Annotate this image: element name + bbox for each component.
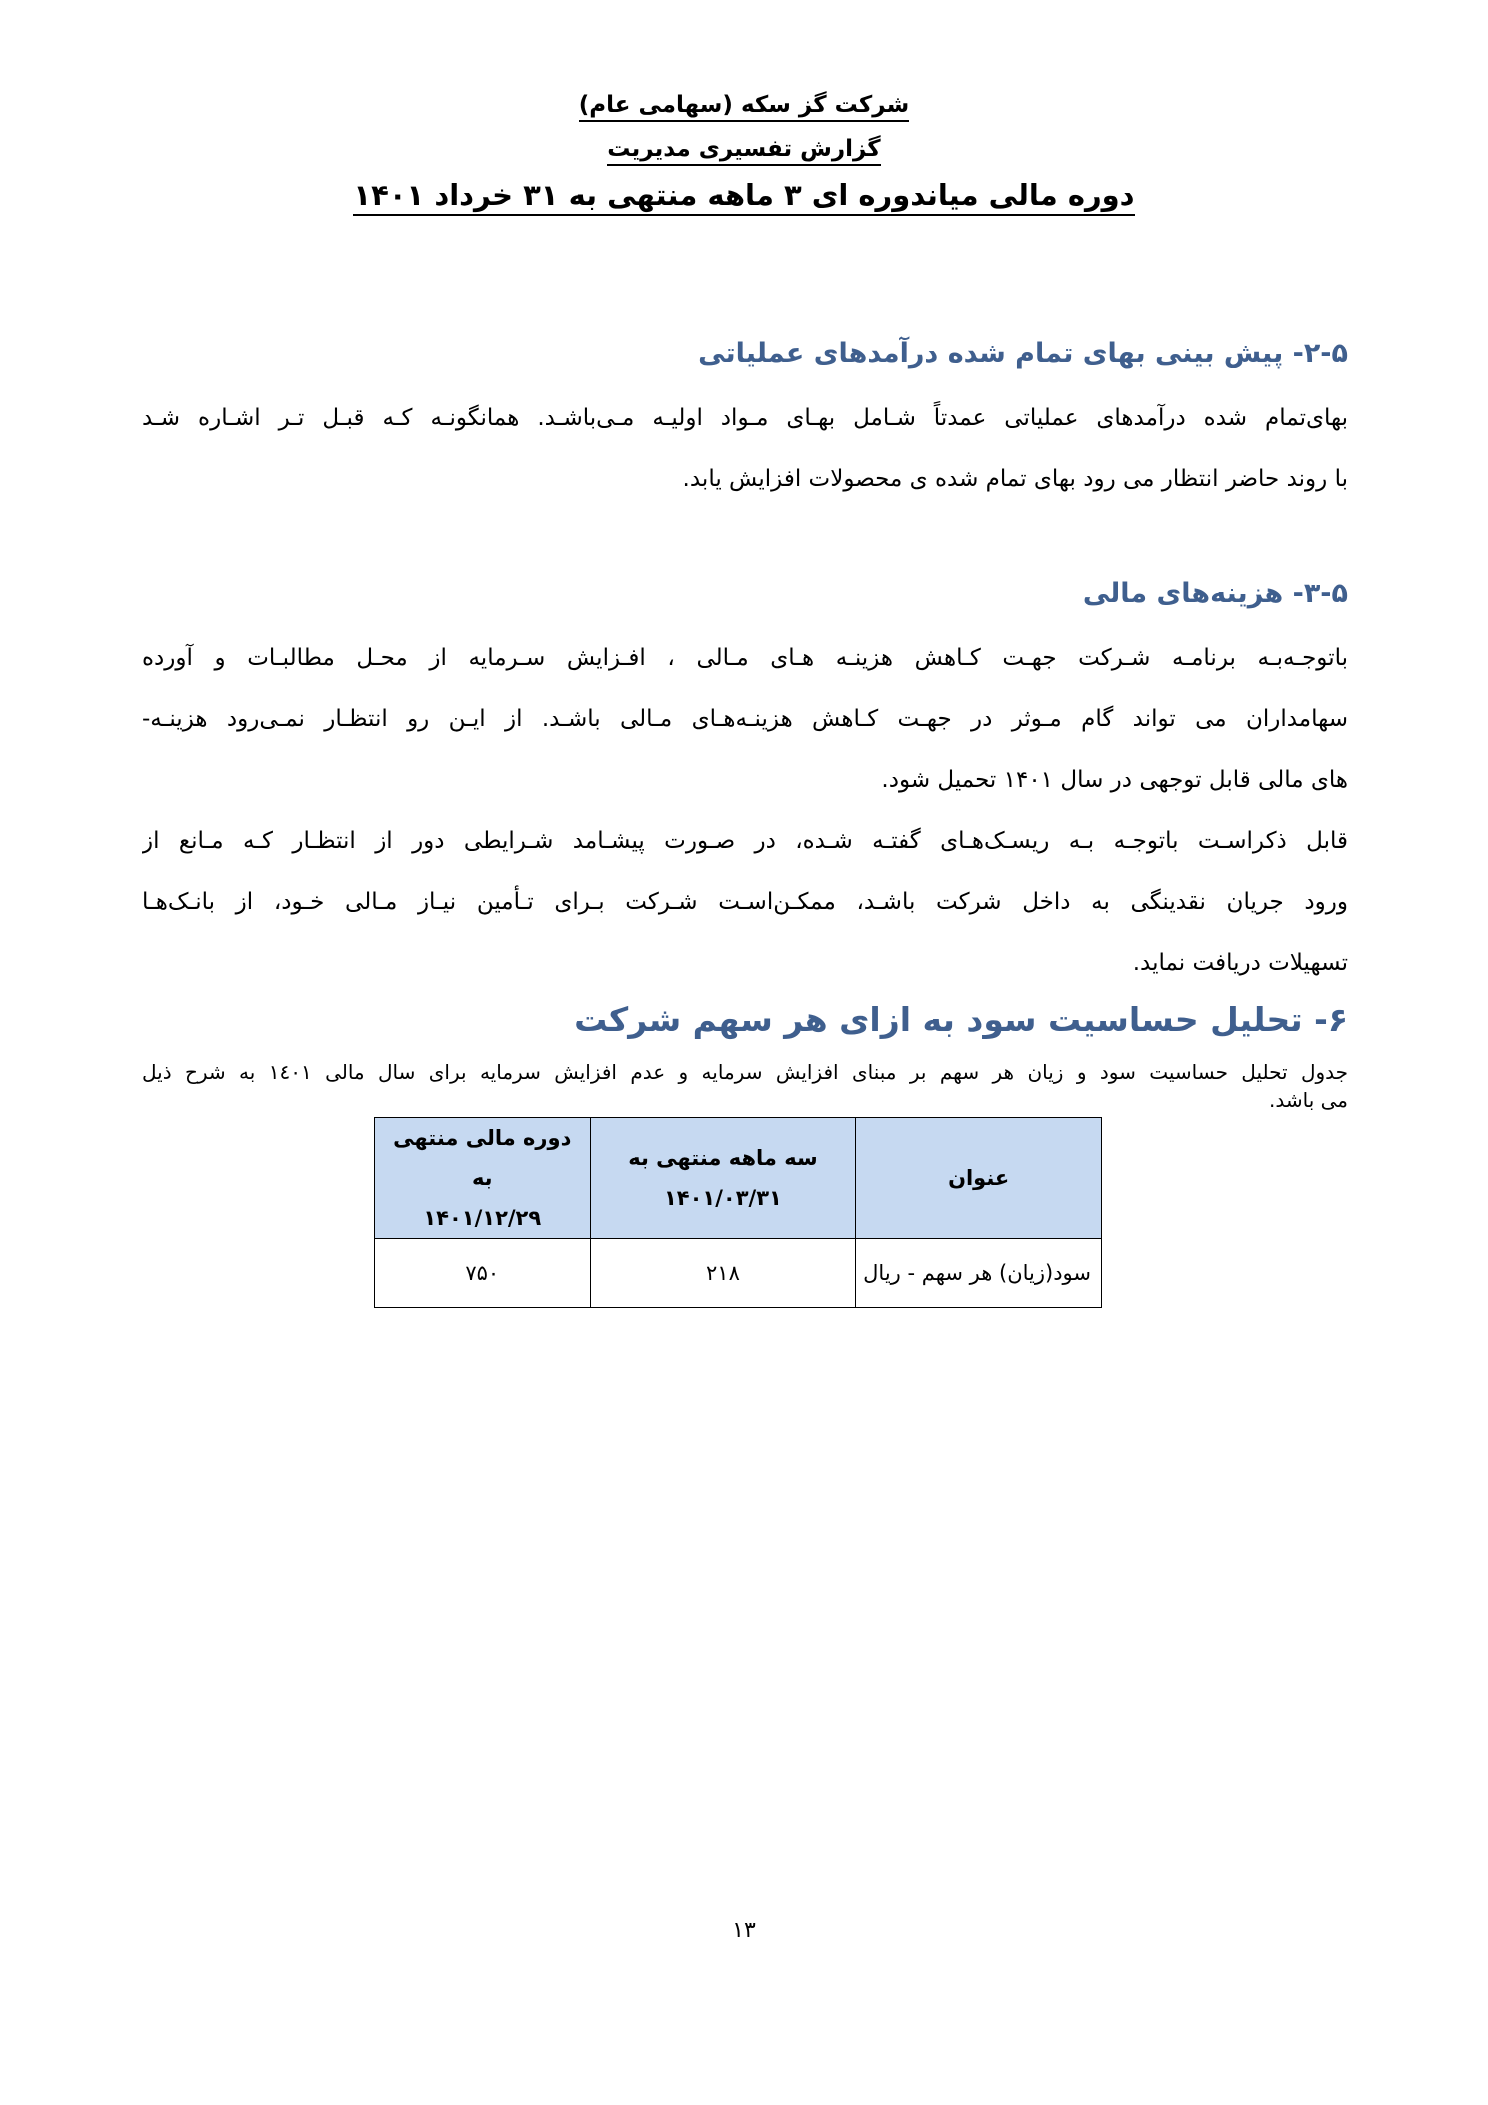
paragraph-line: های مالی قابل توجهی در سال ۱۴۰۱ تحمیل شود.	[881, 767, 1348, 793]
section-5-2-heading: ۲-۵- پیش بینی بهای تمام شده درآمدهای عملیاتی	[698, 338, 1348, 369]
header-title: عنوان	[856, 1118, 1102, 1239]
table-intro-text	[142, 1058, 1348, 1114]
row-quarter-value: ۲۱۸	[590, 1239, 856, 1308]
paragraph-line: سهامداران می تواند گام مـوثر در جهـت کـاهش هزینـه‌هـای مـالی باشـد. از ایـن رو انتظـار نمـی‌رود هزینـه-	[142, 706, 1348, 732]
paragraph-line: تسهیلات دریافت نماید.	[1132, 950, 1348, 976]
paragraph-line: بهای‌تمام شده درآمدهای عملیاتی عمدتاً شـامل بهـای مـواد اولیـه مـی‌باشـد. همانگونـه کـه قبـل تـر اشـاره شـد	[142, 405, 1348, 431]
paragraph-line: ورود جریان نقدینگی به داخل شرکت باشـد، ممکـن‌اسـت شـرکت بـرای تـأمین نیـاز مـالی خـود، از بانـک‌هـا	[142, 889, 1348, 915]
section-5-2-paragraph	[142, 388, 1348, 510]
period-title: دوره مالی میاندوره ای ۳ ماهه منتهی به ۳۱ خرداد ۱۴۰۱	[0, 178, 1488, 216]
document-header	[0, 92, 1488, 216]
row-title: سود(زیان) هر سهم - ریال	[856, 1239, 1102, 1308]
paragraph-line: قابل ذکراسـت باتوجـه بـه ریسـک‌هـای گفتـه شـده، در صـورت پیشـامد شـرایطی دور از انتظـار کـه مـانع از	[142, 828, 1348, 854]
section-6-heading: ۶- تحلیل حساسیت سود به ازای هر سهم شرکت	[574, 1000, 1348, 1039]
row-year-value: ۷۵۰	[375, 1239, 591, 1308]
report-title: گزارش تفسیری مدیریت	[0, 136, 1488, 166]
header-quarter: سه ماهه منتهی به ۱۴۰۱/۰۳/۳۱	[590, 1118, 856, 1239]
header-year: دوره مالی منتهی به ۱۴۰۱/۱۲/۲۹	[375, 1118, 591, 1239]
intro-line: می باشد.	[1268, 1088, 1348, 1112]
paragraph-line: باتوجـه‌بـه برنامـه شـرکت جهـت کـاهش هزینـه هـای مـالی ، افـزایش سـرمایه از محـل مطالبـات و آورده	[142, 645, 1348, 671]
table-header-row	[375, 1118, 1102, 1239]
sensitivity-table	[374, 1117, 1102, 1308]
section-5-3-heading: ۳-۵- هزینه‌های مالی	[1082, 578, 1348, 609]
table-row	[375, 1239, 1102, 1308]
company-name: شرکت گز سکه (سهامی عام)	[0, 92, 1488, 122]
paragraph-line: با روند حاضر انتظار می رود بهای تمام شده ی محصولات افزایش یابد.	[682, 466, 1348, 492]
section-5-3-paragraph	[142, 628, 1348, 994]
intro-line: جدول تحلیل حساسیت سود و زیان هر سهم بر مبنای افزایش سرمایه و عدم افزایش سرمایه برای سال مالی ۱٤۰۱ به شرح ذیل	[142, 1060, 1349, 1084]
page-number: ۱۳	[732, 1918, 756, 1943]
